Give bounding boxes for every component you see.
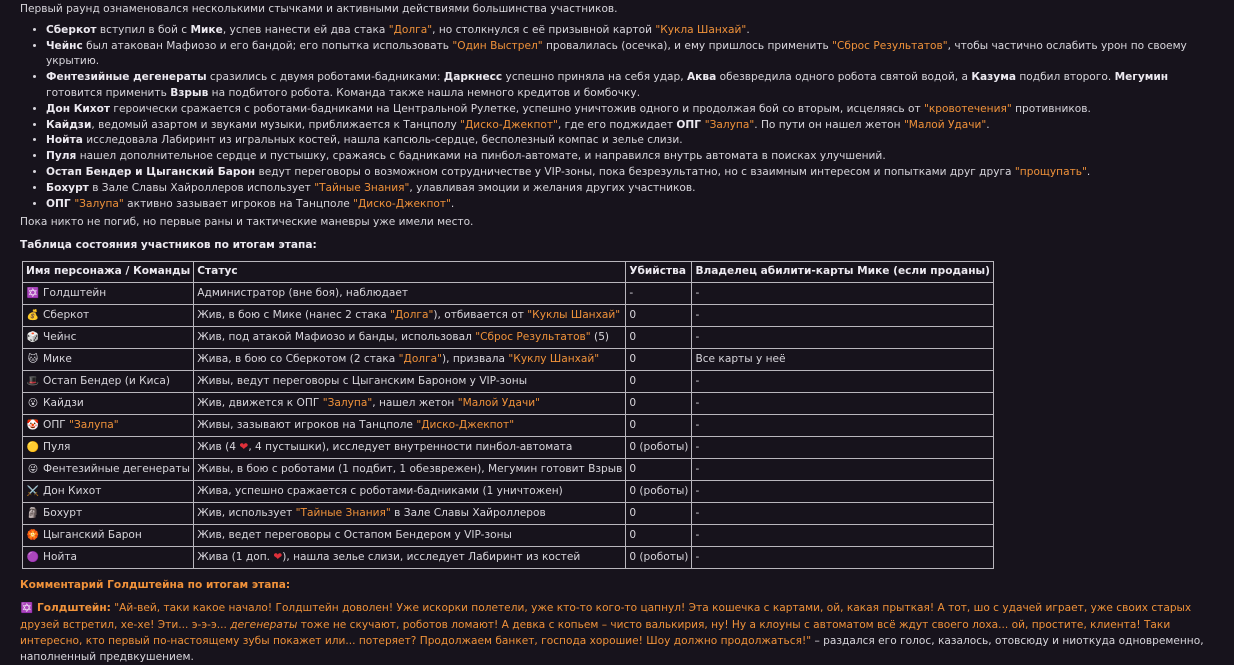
- cat-icon: 🐱: [27, 353, 39, 365]
- clown-icon: 🤡: [26, 419, 40, 431]
- cell-name: [23, 326, 194, 348]
- cell-status: [194, 304, 626, 326]
- cell-status: [194, 282, 626, 304]
- cell-status: [194, 414, 626, 436]
- bold-name: Нойта: [46, 134, 83, 147]
- dice-icon: 🎲: [26, 331, 40, 343]
- cell-status: [194, 480, 626, 502]
- status-table: [22, 261, 994, 569]
- text-segment: .: [986, 118, 990, 131]
- table-row: [23, 480, 994, 502]
- table-row: [23, 502, 994, 524]
- header-name: Имя персонажа / Команды: [23, 261, 194, 282]
- bold-name: Пуля: [46, 150, 77, 163]
- text-segment: Дон Кихот: [43, 484, 102, 497]
- quoted-highlight: "Долга": [398, 352, 443, 365]
- money-bag-icon: 💰: [26, 309, 40, 321]
- cell-card-owner: -: [692, 458, 993, 480]
- bold-name: Сберкот: [46, 23, 97, 36]
- quoted-highlight: "Диско-Джекпот": [416, 418, 515, 431]
- text-segment: Сберкот: [43, 308, 90, 321]
- text-segment: Администратор (вне боя), наблюдает: [197, 286, 409, 299]
- text-segment: Цыганский Барон: [43, 528, 142, 541]
- text-segment: Жив, ведет переговоры с Остапом Бендером у VIP-зоны: [197, 528, 512, 541]
- event-item: [46, 133, 1216, 149]
- header-kills: Убийства: [626, 261, 692, 282]
- text-segment: Живы, зазывают игроков на Танцполе: [197, 418, 417, 431]
- table-row: [23, 370, 994, 392]
- table-title: Таблица состояния участников по итогам этапа:: [20, 239, 317, 252]
- yellow-circle-icon: 🟡: [26, 441, 40, 453]
- cell-card-owner: -: [692, 480, 993, 502]
- cell-name: [23, 304, 194, 326]
- round-intro: Первый раунд ознаменовался несколькими стычками и активными действиями большинства участников.: [20, 3, 618, 15]
- text-segment: .: [1086, 165, 1091, 178]
- bold-name: ОПГ: [46, 197, 75, 210]
- text-segment: ), нашла зелье слизи, исследует Лабиринт из костей: [282, 550, 581, 563]
- cell-name: [23, 282, 194, 304]
- table-row: [23, 414, 994, 436]
- comment-speaker: Голдштейн:: [37, 601, 111, 614]
- bold-name: Кайдзи: [46, 118, 92, 131]
- star-of-david-icon: ✡️: [20, 602, 34, 614]
- text-segment: Фентезийные дегенераты: [43, 462, 190, 475]
- text-segment: . По пути он нашел жетон: [754, 118, 904, 131]
- moai-icon: 🗿: [26, 507, 40, 519]
- text-segment: .: [746, 23, 750, 36]
- cell-name: [23, 458, 194, 480]
- cell-status: [194, 392, 626, 414]
- rosette-icon: 🏵️: [26, 529, 40, 541]
- quoted-highlight: "Долга": [390, 308, 434, 321]
- text-segment: , где его поджидает: [557, 118, 677, 131]
- cell-kills: 0 (роботы): [626, 546, 692, 568]
- cell-card-owner: -: [692, 392, 993, 414]
- bold-name: Чейнс: [46, 39, 83, 52]
- text-segment: Живы, в бою с роботами (1 подбит, 1 обезврежен), Мегумин готовит Взрыв: [197, 462, 623, 475]
- text-segment: , чтобы частично ослабить урон по своему укрытию.: [46, 39, 1187, 68]
- cell-kills: 0: [626, 392, 692, 414]
- text-segment: Голдштейн: [43, 286, 107, 299]
- text-segment: , ведомый азартом и звуками музыки, приближается к Танцполу: [91, 118, 461, 131]
- cell-name: [23, 370, 194, 392]
- event-item: [46, 197, 1216, 213]
- cell-name: [23, 436, 194, 458]
- surprised-face-icon: 😮: [27, 397, 39, 409]
- quoted-highlight: "Залупа": [69, 418, 119, 431]
- cell-kills: -: [626, 282, 692, 304]
- table-header-row: [23, 261, 994, 282]
- cell-card-owner: -: [692, 524, 993, 546]
- quoted-highlight: "Долга": [388, 23, 433, 36]
- table-row: [23, 392, 994, 414]
- cell-card-owner: -: [692, 282, 993, 304]
- cell-name: [23, 524, 194, 546]
- event-item: [46, 181, 1216, 197]
- cell-kills: 0: [626, 304, 692, 326]
- comment-title: Комментарий Голдштейна по итогам этапа:: [20, 578, 291, 591]
- text-segment: подбил второго.: [1016, 71, 1115, 84]
- event-item: [46, 165, 1216, 181]
- text-segment: активно зазывает игроков на Танцполе: [123, 197, 354, 210]
- bold-name: Даркнесс: [443, 71, 503, 84]
- cell-name: [23, 392, 194, 414]
- cell-card-owner: -: [692, 546, 993, 568]
- text-segment: вступил в бой с: [96, 23, 191, 36]
- quoted-highlight: "Сброс Результатов": [832, 39, 948, 52]
- purple-circle-icon: 🟣: [26, 551, 40, 563]
- text-segment: был атакован Мафиозо и его бандой; его попытка использовать: [82, 39, 453, 52]
- text-segment: Остап Бендер (и Киса): [43, 374, 171, 387]
- text-segment: Нойта: [43, 550, 77, 563]
- quoted-highlight: "прощупать": [1014, 165, 1087, 178]
- bold-name: Взрыв: [170, 86, 209, 99]
- bold-name: Дон Кихот: [46, 102, 111, 115]
- bold-name: Остап Бендер и Цыганский Барон: [46, 165, 256, 178]
- text-segment: .: [450, 197, 455, 210]
- quoted-highlight: "Залупа": [704, 118, 755, 131]
- cell-kills: 0: [626, 414, 692, 436]
- cell-name: [23, 546, 194, 568]
- text-segment: Живы, ведут переговоры с Цыганским Бароном у VIP-зоны: [197, 374, 528, 387]
- cell-kills: 0: [626, 326, 692, 348]
- text-segment: ОПГ: [43, 418, 70, 431]
- text-segment: нашел дополнительное сердце и пустышку, сражаясь с бадниками на пинбол-автомате, и направился внутрь автомата в поисках улучшений.: [76, 150, 886, 163]
- text-segment: обезвредила одного робота святой водой, а: [716, 71, 972, 84]
- text-segment: Жив, использует: [197, 506, 296, 519]
- event-list: [20, 23, 1216, 213]
- winking-face-icon: 😜: [27, 463, 39, 475]
- text-segment: ведут переговоры о возможном сотрудничестве у VIP-зоны, пока безрезультатно, но с взаимным интересом и попытками друг друга: [255, 165, 1015, 178]
- goldstein-comment: [20, 600, 1216, 665]
- cell-name: [23, 480, 194, 502]
- heart-icon: ❤: [273, 550, 283, 563]
- table-row: [23, 282, 994, 304]
- cell-name: [23, 348, 194, 370]
- cell-kills: 0: [626, 458, 692, 480]
- cell-kills: 0: [626, 348, 692, 370]
- bold-name: Мике: [190, 23, 223, 36]
- quoted-highlight: "Тайные Знания": [314, 181, 410, 194]
- text-segment: (5): [590, 330, 610, 343]
- text-segment: на подбитого робота. Команда также нашла немного кредитов и бомбочку.: [208, 86, 641, 99]
- cell-kills: 0: [626, 502, 692, 524]
- text-segment: успешно приняла на себя удар,: [502, 71, 687, 84]
- quoted-highlight: "Диско-Джекпот": [353, 197, 451, 210]
- bold-name: Фентезийные дегенераты: [46, 71, 207, 84]
- event-item: [46, 102, 1216, 118]
- event-item: [46, 39, 1216, 71]
- quoted-highlight: "Сброс Результатов": [475, 330, 591, 343]
- table-row: [23, 458, 994, 480]
- cell-card-owner: -: [692, 326, 993, 348]
- quoted-highlight: "Куклы Шанхай": [527, 308, 621, 321]
- table-row: [23, 436, 994, 458]
- cell-name: [23, 502, 194, 524]
- text-segment: , успев нанести ей два стака: [222, 23, 389, 36]
- cell-card-owner: -: [692, 436, 993, 458]
- cell-status: [194, 524, 626, 546]
- quoted-highlight: "Куклу Шанхай": [508, 352, 600, 365]
- text-segment: Жива (1 доп.: [197, 550, 274, 563]
- quoted-highlight: "Один Выстрел": [452, 39, 543, 52]
- star-of-david-icon: ✡️: [26, 287, 40, 299]
- cell-status: [194, 458, 626, 480]
- comment-speech-emphasis: дегенераты: [230, 618, 298, 631]
- event-item: [46, 149, 1216, 165]
- round-outro: Пока никто не погиб, но первые раны и тактические маневры уже имели место.: [20, 216, 474, 229]
- table-row: [23, 304, 994, 326]
- header-status: Статус: [194, 261, 626, 282]
- comment-speech-1: "Ай-вей, таки какое начало! Голдштейн доволен! Уже искорки полетели, уже кто-то кого-то цапнул! Эта кошечка с картами, ой, какая прыткая! А тот, шо с удачей играет, уже своих старых друзей встретил, хе-хе! Эти... э-э-э...: [20, 601, 1192, 631]
- text-segment: , улавливая эмоции и желания других участников.: [409, 181, 696, 194]
- table-row: [23, 524, 994, 546]
- text-segment: в Зале Славы Хайроллеров использует: [88, 181, 315, 194]
- text-segment: Жив, под атакой Мафиозо и банды, использовал: [197, 330, 476, 343]
- event-item: [46, 118, 1216, 134]
- text-segment: Бохурт: [43, 506, 83, 519]
- text-segment: ), отбивается от: [433, 308, 528, 321]
- header-card-owner: Владелец абилити-карты Мике (если проданы): [692, 261, 993, 282]
- text-segment: сразились с двумя роботами-бадниками:: [206, 71, 444, 84]
- quoted-highlight: "кровотечения": [924, 102, 1012, 115]
- text-segment: исследовала Лабиринт из игральных костей, нашла капсюль-сердце, бесполезный компас и зелье слизи.: [82, 134, 683, 147]
- cell-status: [194, 370, 626, 392]
- cell-status: [194, 546, 626, 568]
- quoted-highlight: "Малой Удачи": [903, 118, 987, 131]
- table-row: [23, 348, 994, 370]
- cell-kills: 0 (роботы): [626, 436, 692, 458]
- event-item: [46, 23, 1216, 39]
- text-segment: провалилась (осечка), и ему пришлось применить: [542, 39, 833, 52]
- text-segment: противников.: [1011, 102, 1091, 115]
- cell-card-owner: Все карты у неё: [692, 348, 993, 370]
- text-segment: Жива, в бою со Сберкотом (2 стака: [197, 352, 399, 365]
- table-row: [23, 546, 994, 568]
- cell-card-owner: -: [692, 502, 993, 524]
- cell-status: [194, 348, 626, 370]
- bold-name: Казума: [971, 71, 1017, 84]
- text-segment: Мике: [43, 352, 72, 365]
- text-segment: готовится применить: [46, 86, 171, 99]
- text-segment: Кайдзи: [43, 396, 84, 409]
- cell-card-owner: -: [692, 304, 993, 326]
- quoted-highlight: "Диско-Джекпот": [460, 118, 558, 131]
- bold-name: Бохурт: [46, 181, 89, 194]
- heart-icon: ❤: [239, 440, 249, 453]
- cell-kills: 0: [626, 524, 692, 546]
- bold-name: Мегумин: [1114, 71, 1169, 84]
- comment-speech-2: тоже не скучают, роботов ломают! А девка с копьем – чисто валькирия, ну! Ну а клоуны с автоматом всё ждут своего лоха... ой, простите, клиента! Таки интересно, кто первый по-настоящему зубы покажет или... потеряет? Продолжаем банкет, господа хорошие! Шоу должно продолжаться!": [20, 618, 1171, 647]
- text-segment: героически сражается с роботами-бадниками на Центральной Рулетке, успешно уничтожив одного и продолжая бой со вторым, исцеляясь от: [110, 102, 925, 115]
- top-hat-icon: 🎩: [26, 375, 40, 387]
- cell-status: [194, 326, 626, 348]
- quoted-highlight: "Залупа": [322, 396, 373, 409]
- text-segment: ), призвала: [442, 352, 509, 365]
- quoted-highlight: "Тайные Знания": [295, 506, 391, 519]
- cell-name: [23, 414, 194, 436]
- cell-card-owner: -: [692, 414, 993, 436]
- cell-status: [194, 436, 626, 458]
- cell-kills: 0: [626, 370, 692, 392]
- cell-kills: 0 (роботы): [626, 480, 692, 502]
- text-segment: , 4 пустышки), исследует внутренности пинбол-автомата: [248, 440, 573, 453]
- bold-name: Аква: [686, 71, 717, 84]
- bold-name: ОПГ: [676, 118, 705, 131]
- event-item: [46, 70, 1216, 102]
- quoted-highlight: "Малой Удачи": [457, 396, 541, 409]
- cell-card-owner: -: [692, 370, 993, 392]
- text-segment: Жив, движется к ОПГ: [197, 396, 323, 409]
- quoted-highlight: "Залупа": [74, 197, 124, 210]
- table-row: [23, 326, 994, 348]
- crossed-swords-icon: ⚔️: [26, 485, 40, 497]
- text-segment: Жив, в бою с Мике (нанес 2 стака: [197, 308, 390, 321]
- text-segment: , нашел жетон: [372, 396, 458, 409]
- text-segment: в Зале Славы Хайроллеров: [390, 506, 546, 519]
- text-segment: Жива, успешно сражается с роботами-бадниками (1 уничтожен): [197, 484, 563, 497]
- comment-narration: – раздался его голос, казалось, отовсюду и ниоткуда одновременно, наполненный предвкушением.: [20, 634, 1204, 663]
- cell-status: [194, 502, 626, 524]
- text-segment: Пуля: [43, 440, 71, 453]
- text-segment: Чейнс: [43, 330, 77, 343]
- text-segment: Жив (4: [197, 440, 240, 453]
- quoted-highlight: "Кукла Шанхай": [655, 23, 747, 36]
- text-segment: , но столкнулся с её призывной картой: [432, 23, 656, 36]
